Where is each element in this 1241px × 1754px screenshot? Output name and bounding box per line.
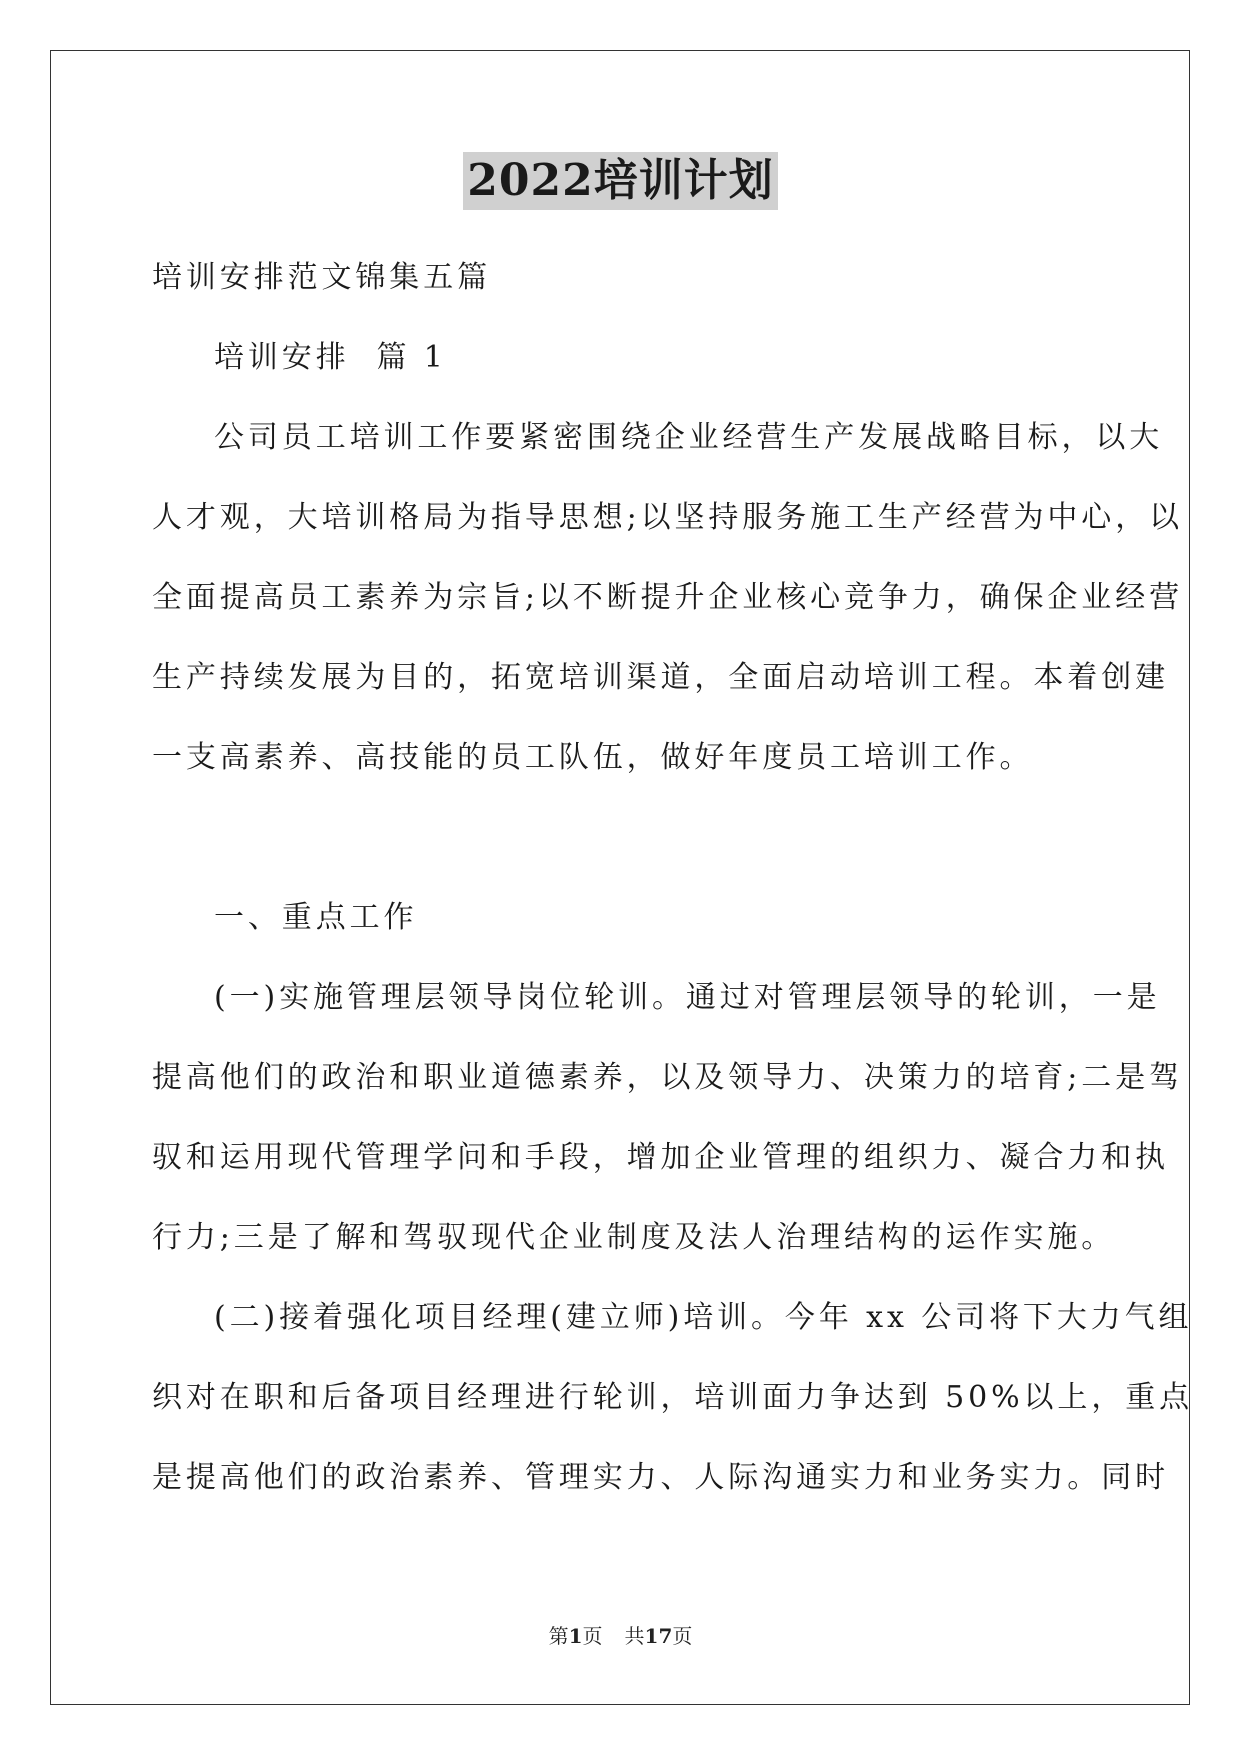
footer-page-suffix: 页 bbox=[582, 1624, 603, 1648]
title-container bbox=[0, 152, 1241, 210]
paragraph-line: 行力;三是了解和驾驭现代企业制度及法人治理结构的运作实施。 bbox=[152, 1220, 1116, 1255]
paragraph-line: 是提高他们的政治素养、管理实力、人际沟通实力和业务实力。同时 bbox=[152, 1460, 1169, 1495]
paragraph-gap bbox=[152, 798, 1094, 878]
document-title: 2022培训计划 bbox=[463, 152, 777, 210]
paragraph-line: 人才观，大培训格局为指导思想;以坚持服务施工生产经营为中心，以 bbox=[152, 500, 1184, 535]
paragraph-line: 提高他们的政治和职业道德素养，以及领导力、决策力的培育;二是驾 bbox=[152, 1060, 1184, 1095]
heading-key-work: 一、重点工作 bbox=[214, 900, 418, 935]
paragraph-line: 驭和运用现代管理学问和手段，增加企业管理的组织力、凝合力和执 bbox=[152, 1140, 1169, 1175]
document-subtitle: 培训安排范文锦集五篇 bbox=[152, 260, 491, 295]
footer-page-prefix: 第 bbox=[548, 1624, 569, 1648]
paragraph-line: 织对在职和后备项目经理进行轮训，培训面力争达到 50%以上，重点 bbox=[152, 1380, 1194, 1415]
footer-total-suffix: 页 bbox=[672, 1624, 693, 1648]
footer-total-prefix: 共 bbox=[624, 1624, 645, 1648]
page-footer bbox=[0, 1622, 1241, 1650]
footer-page-number: 1 bbox=[568, 1624, 583, 1648]
document-body bbox=[152, 238, 1194, 1518]
paragraph-line: (二)接着强化项目经理(建立师)培训。今年 xx 公司将下大力气组 bbox=[214, 1300, 1193, 1335]
paragraph-line: 一支高素养、高技能的员工队伍，做好年度员工培训工作。 bbox=[152, 740, 1034, 775]
paragraph-line: (一)实施管理层领导岗位轮训。通过对管理层领导的轮训，一是 bbox=[214, 980, 1161, 1015]
paragraph-line: 生产持续发展为目的，拓宽培训渠道，全面启动培训工程。本着创建 bbox=[152, 660, 1169, 695]
paragraph-line: 全面提高员工素养为宗旨;以不断提升企业核心竞争力，确保企业经营 bbox=[152, 580, 1184, 615]
paragraph-line: 公司员工培训工作要紧密围绕企业经营生产发展战略目标，以大 bbox=[214, 420, 1164, 455]
footer-total-pages: 17 bbox=[644, 1624, 673, 1648]
section-heading: 培训安排 篇 1 bbox=[214, 340, 447, 375]
